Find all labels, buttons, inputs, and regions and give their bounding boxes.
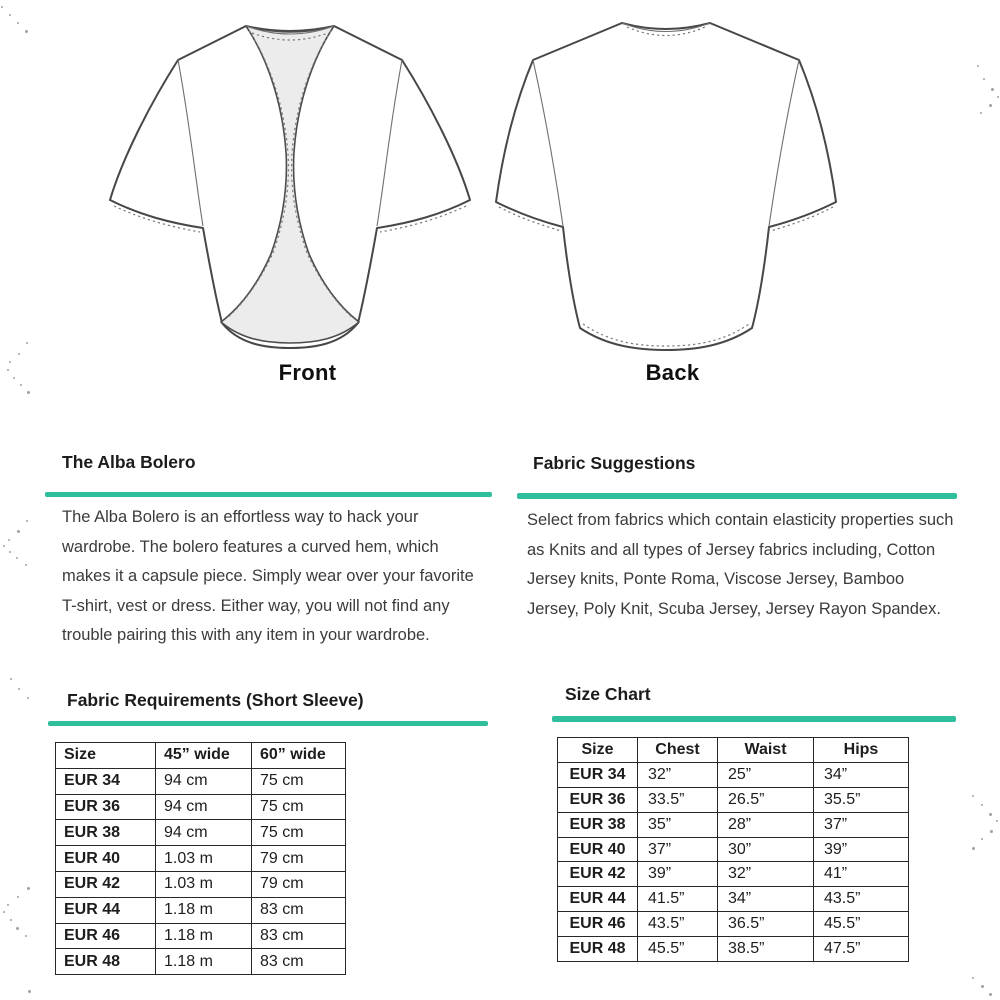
watermark-dot [18, 688, 20, 690]
table-cell: EUR 34 [558, 762, 638, 787]
column-header: 45” wide [156, 743, 252, 769]
watermark-dot [8, 539, 10, 541]
accent-rule-size-chart [552, 716, 956, 722]
accent-rule-about [45, 492, 492, 497]
table-row [56, 794, 346, 820]
fabric-requirements-table [55, 742, 346, 975]
watermark-dot [10, 678, 12, 680]
watermark-dot [16, 927, 19, 930]
watermark-dot [17, 22, 19, 24]
watermark-dot [26, 342, 28, 344]
table-row [558, 887, 909, 912]
watermark-dot [980, 112, 982, 114]
table-row [558, 937, 909, 962]
table-cell: 33.5” [638, 787, 718, 812]
table-cell: 32” [718, 862, 814, 887]
column-header: Hips [814, 738, 909, 763]
table-row [558, 862, 909, 887]
column-header: Waist [718, 738, 814, 763]
table-header-row [56, 743, 346, 769]
table-cell: 94 cm [156, 820, 252, 846]
table-cell: 41.5” [638, 887, 718, 912]
watermark-dot [25, 564, 27, 566]
table-cell: 75 cm [252, 768, 346, 794]
table-cell: EUR 46 [56, 923, 156, 949]
table-cell: 34” [814, 762, 909, 787]
table-cell: 1.18 m [156, 897, 252, 923]
back-view-label: Back [645, 360, 700, 385]
watermark-dot [26, 520, 28, 522]
watermark-dot [28, 990, 31, 993]
column-header: 60” wide [252, 743, 346, 769]
watermark-dot [25, 30, 28, 33]
watermark-dot [25, 935, 27, 937]
table-row [558, 912, 909, 937]
table-cell: 94 cm [156, 794, 252, 820]
watermark-dot [9, 14, 11, 16]
table-cell: 83 cm [252, 923, 346, 949]
fabric-suggestions-title: Fabric Suggestions [533, 453, 696, 473]
table-cell: 36.5” [718, 912, 814, 937]
table-row [558, 787, 909, 812]
table-cell: 35” [638, 812, 718, 837]
table-cell: EUR 38 [56, 820, 156, 846]
watermark-dot [7, 904, 9, 906]
fabric-requirements-title: Fabric Requirements (Short Sleeve) [67, 690, 364, 710]
table-cell: 28” [718, 812, 814, 837]
watermark-dot [981, 804, 983, 806]
table-header-row [558, 738, 909, 763]
watermark-dot [17, 896, 19, 898]
table-cell: 39” [814, 837, 909, 862]
table-cell: 45.5” [814, 912, 909, 937]
table-cell: 35.5” [814, 787, 909, 812]
table-cell: 37” [638, 837, 718, 862]
table-row [56, 949, 346, 975]
table-cell: 83 cm [252, 949, 346, 975]
table-cell: EUR 42 [56, 871, 156, 897]
watermark-dot [991, 88, 994, 91]
table-row [56, 768, 346, 794]
front-view-label: Front [278, 360, 337, 385]
table-cell: 47.5” [814, 937, 909, 962]
watermark-dot [3, 545, 5, 547]
watermark-dot [996, 820, 998, 822]
watermark-dot [17, 530, 20, 533]
column-header: Chest [638, 738, 718, 763]
fabric-suggestions-paragraph: Select from fabrics which contain elasticity properties such as Knits and all types of Jersey fabrics including, Cotton Jersey knits, Ponte Roma, Viscose Jersey, Bamboo Jersey, Poly Knit, Scuba Jersey, Jersey Rayon Spandex. [527, 511, 954, 618]
table-cell: 1.18 m [156, 923, 252, 949]
table-cell: EUR 44 [56, 897, 156, 923]
watermark-dot [972, 977, 974, 979]
watermark-dot [7, 369, 9, 371]
size-chart-title: Size Chart [565, 684, 651, 704]
table-cell: EUR 34 [56, 768, 156, 794]
table-cell: 30” [718, 837, 814, 862]
table-cell: 1.18 m [156, 949, 252, 975]
table-row [558, 762, 909, 787]
bolero-front-view-drawing [100, 14, 480, 359]
watermark-dot [10, 919, 12, 921]
table-cell: EUR 44 [558, 887, 638, 912]
table-cell: 41” [814, 862, 909, 887]
table-cell: 34” [718, 887, 814, 912]
bolero-back-view-drawing [467, 18, 867, 353]
table-cell: 38.5” [718, 937, 814, 962]
table-cell: 83 cm [252, 897, 346, 923]
watermark-dot [990, 830, 993, 833]
table-row [56, 923, 346, 949]
table-row [56, 820, 346, 846]
watermark-dot [972, 847, 975, 850]
table-cell: EUR 36 [558, 787, 638, 812]
watermark-dot [9, 361, 11, 363]
table-cell: 79 cm [252, 871, 346, 897]
table-cell: EUR 36 [56, 794, 156, 820]
table-cell: 45.5” [638, 937, 718, 962]
column-header: Size [56, 743, 156, 769]
about-section-title: The Alba Bolero [62, 452, 196, 472]
accent-rule-fabric-suggestions [517, 493, 957, 499]
table-cell: EUR 40 [558, 837, 638, 862]
table-cell: EUR 38 [558, 812, 638, 837]
table-cell: 25” [718, 762, 814, 787]
watermark-dot [977, 65, 979, 67]
table-cell: 37” [814, 812, 909, 837]
watermark-dot [981, 838, 983, 840]
watermark-dot [16, 557, 18, 559]
size-chart-table [557, 737, 909, 962]
watermark-dot [27, 391, 30, 394]
accent-rule-fabric-requirements [48, 721, 488, 726]
table-cell: 39” [638, 862, 718, 887]
table-cell: 26.5” [718, 787, 814, 812]
table-row [56, 871, 346, 897]
table-cell: 43.5” [814, 887, 909, 912]
table-cell: 79 cm [252, 846, 346, 872]
watermark-dot [981, 985, 984, 988]
table-row [56, 846, 346, 872]
table-cell: 75 cm [252, 820, 346, 846]
watermark-dot [13, 377, 15, 379]
watermark-dot [989, 813, 992, 816]
about-paragraph: The Alba Bolero is an effortless way to hack your wardrobe. The bolero features a curved hem, which makes it a capsule piece. Simply wear over your favorite T-shirt, vest or dress. Either way, you will not find any trouble pairing this with any item in your wardrobe. [62, 508, 474, 644]
table-cell: EUR 46 [558, 912, 638, 937]
table-cell: EUR 48 [56, 949, 156, 975]
watermark-dot [18, 353, 20, 355]
watermark-dot [997, 96, 999, 98]
watermark-dot [989, 104, 992, 107]
watermark-dot [3, 911, 5, 913]
table-cell: 1.03 m [156, 846, 252, 872]
watermark-dot [1, 6, 3, 8]
table-cell: EUR 48 [558, 937, 638, 962]
table-cell: 32” [638, 762, 718, 787]
table-cell: EUR 42 [558, 862, 638, 887]
table-row [56, 897, 346, 923]
table-cell: 75 cm [252, 794, 346, 820]
table-cell: 1.03 m [156, 871, 252, 897]
table-row [558, 812, 909, 837]
watermark-dot [972, 795, 974, 797]
watermark-dot [20, 384, 22, 386]
column-header: Size [558, 738, 638, 763]
table-cell: 43.5” [638, 912, 718, 937]
watermark-dot [983, 78, 985, 80]
watermark-dot [27, 887, 30, 890]
watermark-dot [9, 551, 11, 553]
watermark-dot [989, 993, 992, 996]
table-cell: EUR 40 [56, 846, 156, 872]
table-cell: 94 cm [156, 768, 252, 794]
table-row [558, 837, 909, 862]
watermark-dot [27, 697, 29, 699]
